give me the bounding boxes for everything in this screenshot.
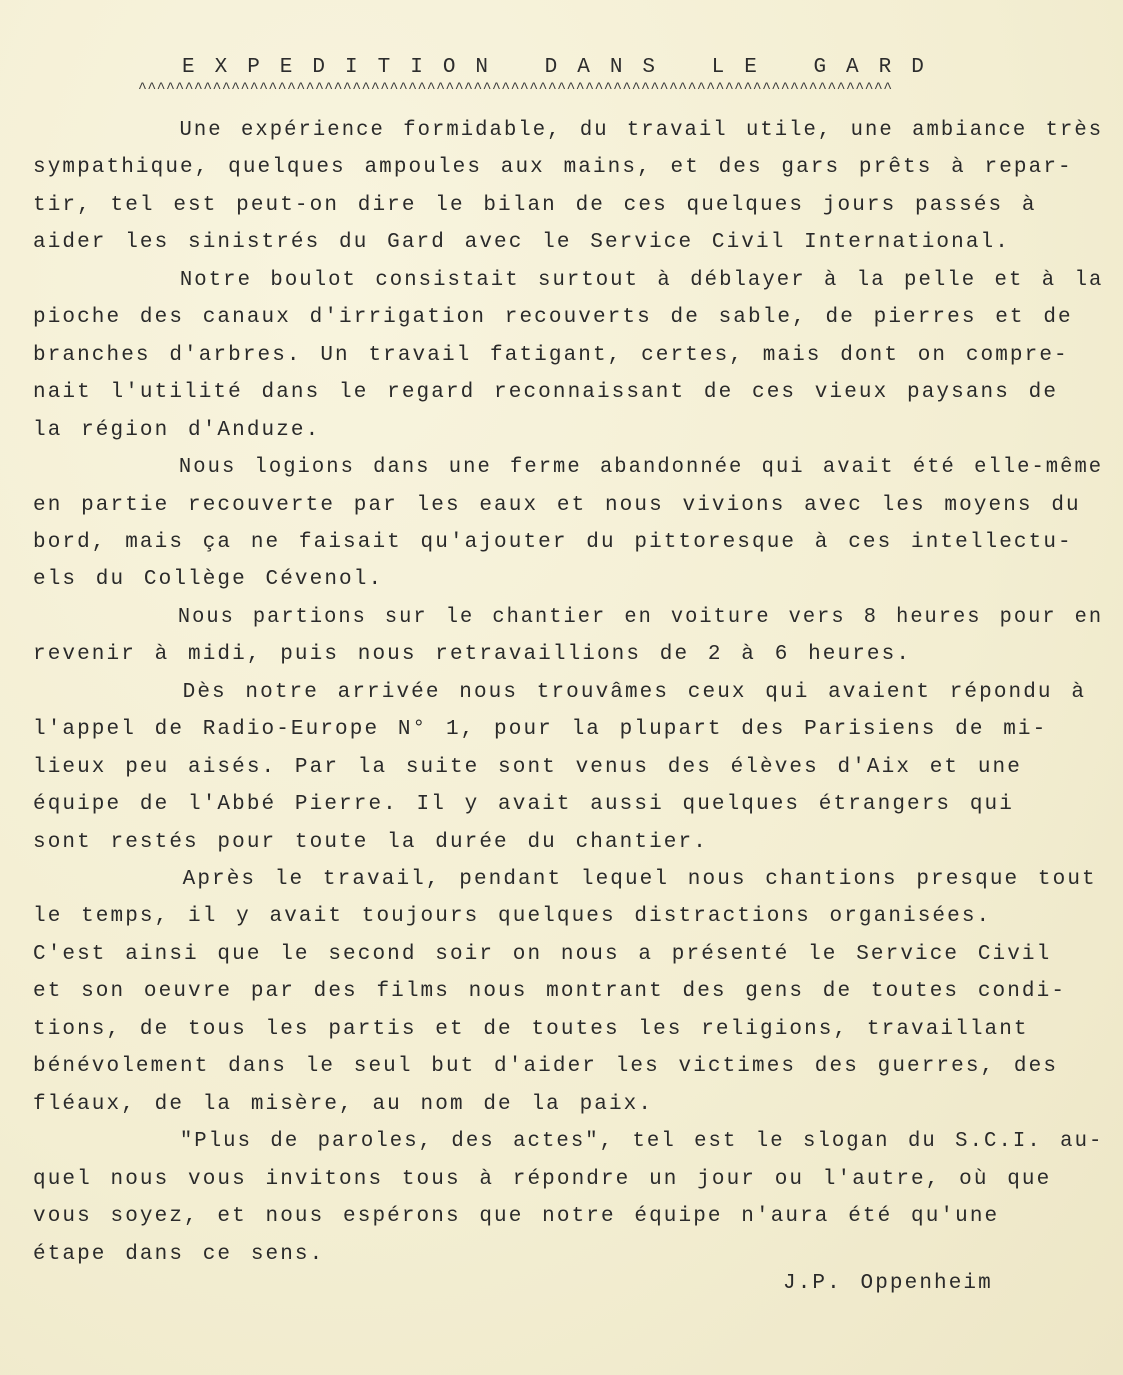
text-line: Dès notre arrivée nous trouvâmes ceux qui avaient répondu à	[33, 680, 1087, 704]
document-title: EXPEDITION DANS LE GARD	[182, 56, 944, 79]
text-line: bénévolement dans le seul but d'aider les victimes des guerres, des	[33, 1055, 1059, 1079]
text-line: tions, de tous les partis et de toutes les religions, travaillant	[33, 1017, 1029, 1041]
text-line: sympathique, quelques ampoules aux mains, et des gars prêts à repar-	[33, 156, 1073, 180]
text-line: le temps, il y avait toujours quelques distractions organisées.	[33, 905, 992, 929]
text-line: C'est ainsi que le second soir on nous a présenté le Service Civil	[33, 942, 1052, 966]
text-line: quel nous vous invitons tous à répondre un jour ou l'autre, où que	[33, 1167, 1052, 1191]
text-line: sont restés pour toute la durée du chantier.	[33, 830, 708, 854]
text-line: en partie recouverte par les eaux et nous vivions avec les moyens du	[33, 493, 1081, 517]
text-line: aider les sinistrés du Gard avec le Service Civil International.	[33, 231, 1010, 255]
text-line: branches d'arbres. Un travail fatigant, certes, mais dont on compre-	[33, 343, 1069, 367]
text-line: "Plus de paroles, des actes", tel est le slogan du S.C.I. au-	[33, 1130, 1104, 1154]
author-signature: J.P. Oppenheim	[783, 1272, 993, 1295]
text-line: fléaux, de la misère, au nom de la paix.	[33, 1092, 654, 1116]
text-line: équipe de l'Abbé Pierre. Il y avait aussi quelques étrangers qui	[33, 793, 1014, 817]
title-underline: ^^^^^^^^^^^^^^^^^^^^^^^^^^^^^^^^^^^^^^^^^^^^^^^^^^^^^^^^^^^^^^^^^^^^^^^^^^^^^^^^^	[138, 80, 893, 97]
text-line: la région d'Anduze.	[33, 418, 321, 442]
text-line: étape dans ce sens.	[33, 1242, 325, 1266]
text-line: els du Collège Cévenol.	[33, 568, 384, 592]
text-line: Après le travail, pendant lequel nous chantions presque tout	[33, 868, 1097, 891]
text-line: Notre boulot consistait surtout à déblayer à la pelle et à la	[33, 268, 1104, 292]
text-line: pioche des canaux d'irrigation recouverts de sable, de pierres et de	[33, 306, 1073, 330]
text-line: l'appel de Radio-Europe N° 1, pour la plupart des Parisiens de mi-	[33, 718, 1048, 742]
text-line: Une expérience formidable, du travail utile, une ambiance très	[33, 119, 1104, 142]
text-line: vous soyez, et nous espérons que notre équipe n'aura été qu'une	[33, 1205, 1000, 1229]
text-line: nait l'utilité dans le regard reconnaissant de ces vieux paysans de	[33, 381, 1059, 405]
text-line: Nous partions sur le chantier en voiture vers 8 heures pour en	[33, 605, 1104, 629]
text-line: bord, mais ça ne faisait qu'ajouter du pittoresque à ces intellectu-	[33, 530, 1073, 554]
text-line: et son oeuvre par des films nous montrant des gens de toutes condi-	[33, 980, 1067, 1004]
text-line: revenir à midi, puis nous retravaillions de 2 à 6 heures.	[33, 643, 912, 667]
text-line: tir, tel est peut-on dire le bilan de ces quelques jours passés à	[33, 193, 1037, 217]
text-line: Nous logions dans une ferme abandonnée qui avait été elle-même	[33, 456, 1104, 480]
text-line: lieux peu aisés. Par la suite sont venus des élèves d'Aix et une	[33, 755, 1022, 779]
